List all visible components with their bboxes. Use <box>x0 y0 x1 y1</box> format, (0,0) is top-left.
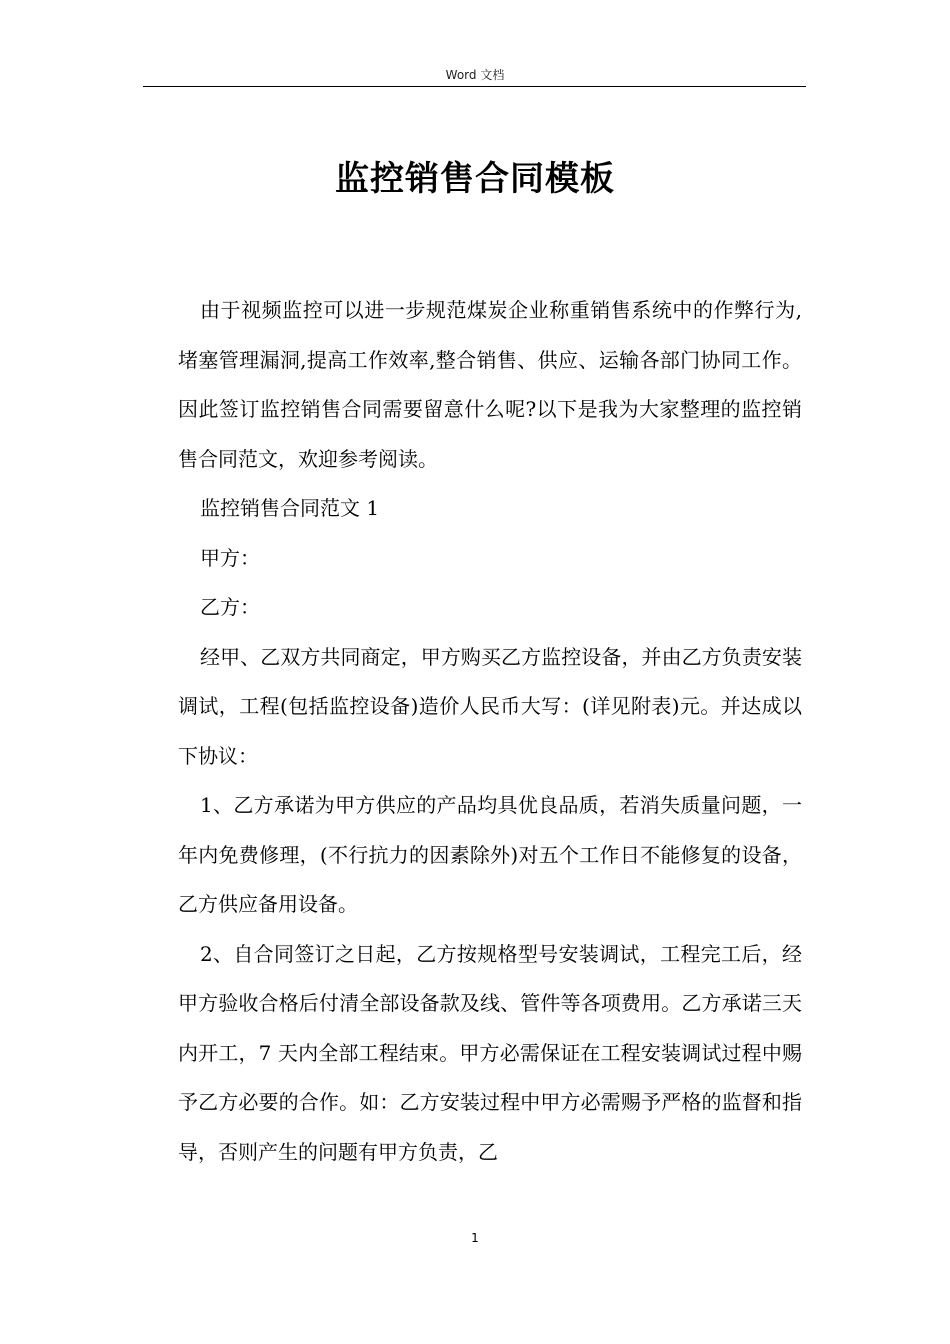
paragraph-sample-heading: 监控销售合同范文 1 <box>200 496 380 520</box>
paragraph-party-b: 乙方： <box>200 595 260 619</box>
paragraph-intro: 由于视频监控可以进一步规范煤炭企业称重销售系统中的作弊行为,堵塞管理漏洞,提高工作效率,整合销售、供应、运输各部门协同工作。因此签订监控销售合同需要留意什么呢?以下是我为大家整理的监控销售合同范文，欢迎参考阅读。 <box>178 298 802 471</box>
page-header: Word 文档 <box>445 68 505 82</box>
header-divider <box>143 86 806 87</box>
document-title: 监控销售合同模板 <box>335 159 615 199</box>
paragraph-party-a: 甲方： <box>200 545 260 570</box>
paragraph-clause-2: 2、自合同签订之日起，乙方按规格型号安装调试，工程完工后，经甲方验收合格后付清全部设备款及线、管件等各项费用。乙方承诺三天内开工，7 天内全部工程结束。甲方必需保证在工程安装调试过程中赐予乙方必要的合作。如：乙方安装过程中甲方必需赐予严格的监督和指导，否则产生的问题有甲方负责，乙 <box>178 941 802 1164</box>
paragraph-agreement: 经甲、乙双方共同商定，甲方购买乙方监控设备，并由乙方负责安装调试，工程(包括监控设备)造价人民币大写：(详见附表)元。并达成以下协议： <box>178 644 802 768</box>
page-number: 1 <box>471 1231 479 1245</box>
document-body <box>178 286 802 1177</box>
paragraph-clause-1: 1、乙方承诺为甲方供应的产品均具优良品质，若消失质量问题，一年内免费修理，(不行抗力的因素除外)对五个工作日不能修复的设备，乙方供应备用设备。 <box>178 793 802 916</box>
